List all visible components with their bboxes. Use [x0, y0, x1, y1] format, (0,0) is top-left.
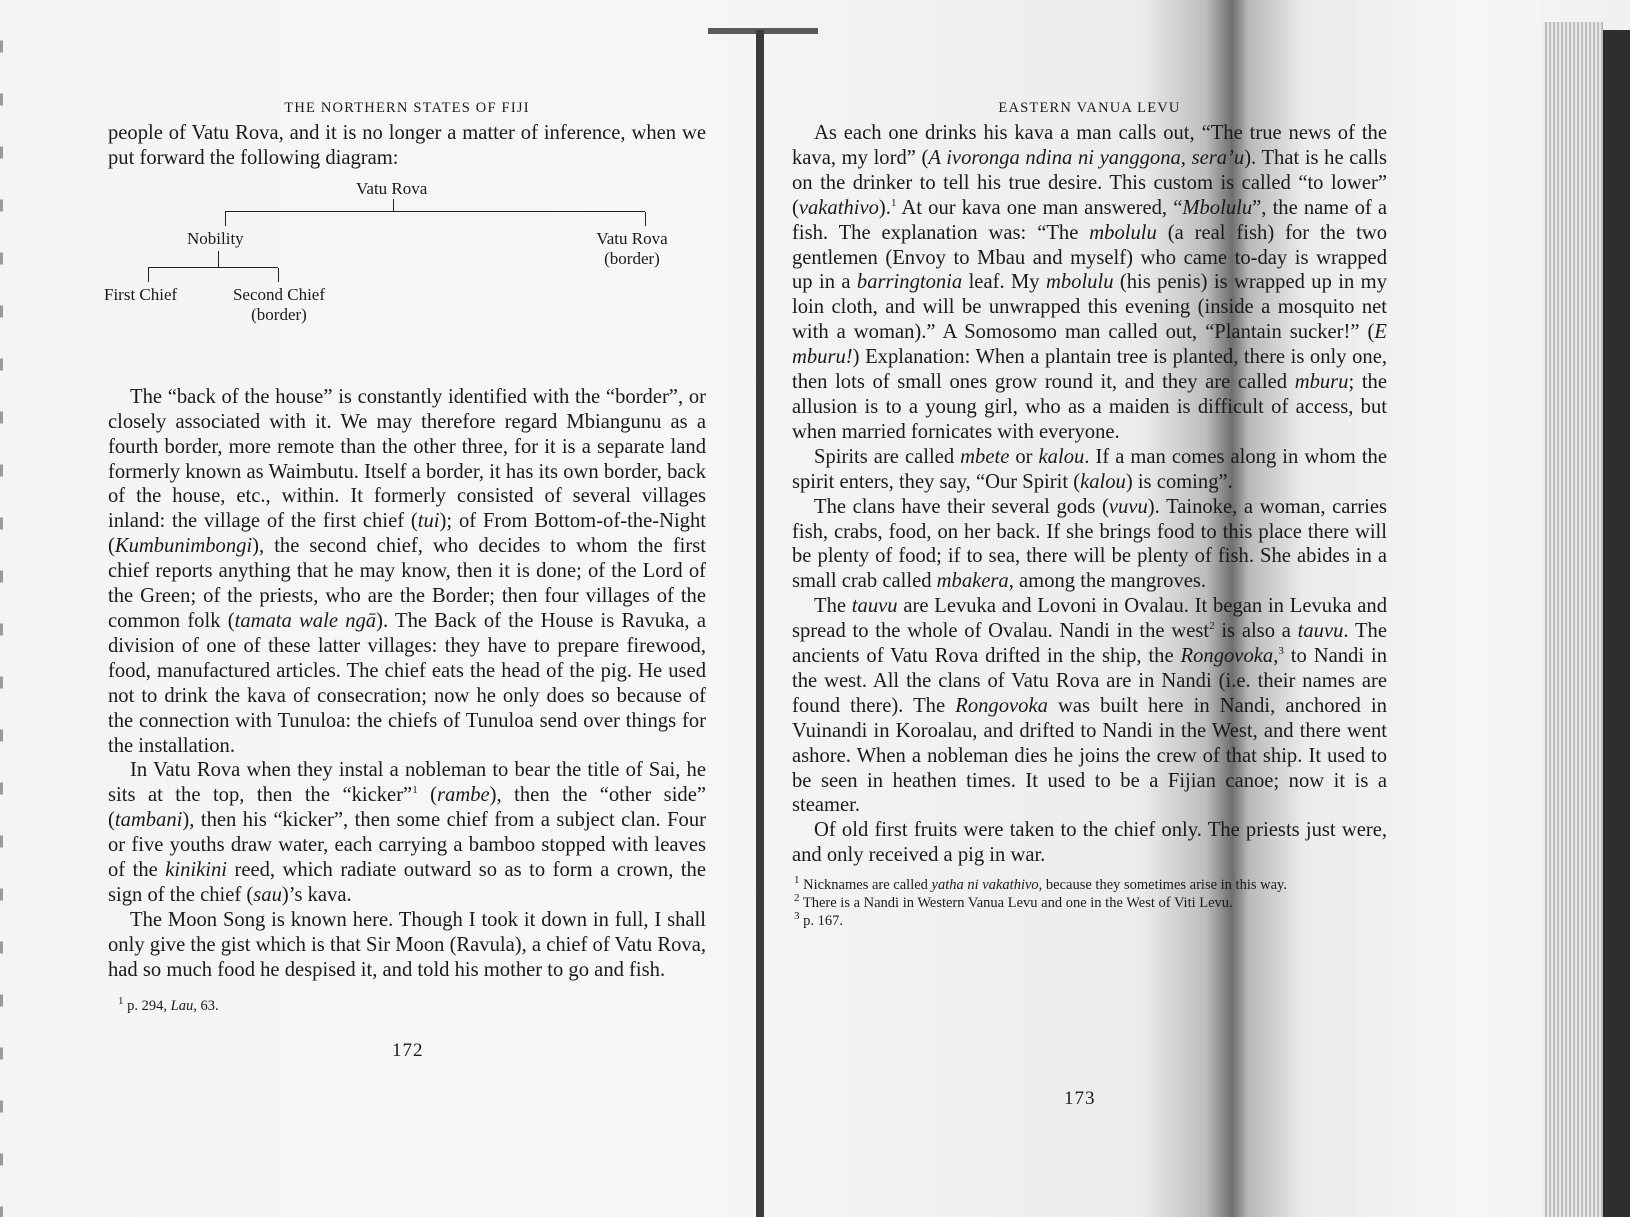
diagram-line — [393, 199, 394, 211]
page-block-edge — [1543, 22, 1603, 1217]
footnote-ref: 1 — [412, 784, 418, 797]
footnote-ref: 2 — [1209, 620, 1215, 633]
diagram-node-nobility: Nobility — [187, 228, 244, 248]
page-number: 172 — [392, 1040, 424, 1061]
diagram-line — [148, 267, 278, 268]
paragraph: In Vatu Rova when they instal a nobleman to bear the title of Sai, he sits at the top, then the “kicker”$^1$ (rambe), then the “other side” (tambani), then his “kicker”, then some chief from a subject clan. Four or five youths draw water, each carrying a bamboo stopped with leaves of the kinikini reed, which radiate outward so as to form a crown, the sign of the chief (sau)’s kava. — [108, 759, 706, 906]
diagram-line — [218, 251, 219, 267]
paragraph: Spirits are called mbete or kalou. If a man comes along in whom the spirit enters, they say, “Our Spirit (kalou) is coming”. — [792, 445, 1387, 493]
paragraph: The clans have their several gods (vuvu). Tainoke, a woman, carries fish, crabs, food, on her back. If she brings food to this place there will be plenty of food; if to sea, there will be plenty of fish. She abides in a small crab called mbakera, among the mangroves. — [792, 495, 1387, 593]
diagram-line — [645, 212, 646, 226]
right-page — [792, 100, 1387, 930]
paragraph: The Moon Song is known here. Though I took it down in full, I shall only give the gist which is that Sir Moon (Ravula), a chief of Vatu Rova, had so much food he despised it, and told his mother to go and fish. — [108, 908, 706, 981]
footnote-ref: 1 — [890, 196, 897, 209]
diagram-node-vatu-rova: Vatu Rova — [356, 178, 428, 198]
paragraph: The tauvu are Levuka and Lovoni in Ovalau. It began in Levuka and spread to the whole of Ovalau. Nandi in the west$^2$ is also a tauvu. The ancients of Vatu Rova drifted in the ship, the Rongovoka,$^3$ to Nandi in the west. All the clans of Vatu Rova are in Nandi (i.e. their names are found there). The Rongovoka was built here in Nandi, anchored in Vuinandi in Koroalau, and drifted to Nandi in the West, and there went ashore. When a nobleman dies he joins the crew of that ship. It used to be seen in heathen times. It used to be a Fijian canoe; now it is a steamer. — [792, 595, 1388, 817]
diagram-node-label: Vatu Rova — [596, 228, 668, 248]
paragraph: Of old first fruits were taken to the chief only. The priests just were, and only received a pig in war. — [792, 819, 1387, 867]
running-head: THE NORTHERN STATES OF FIJI — [284, 100, 530, 116]
diagram-node-sublabel: (border) — [604, 248, 660, 268]
book-gutter — [756, 30, 764, 1217]
footnote: $^3$ p. 167. — [794, 910, 843, 930]
diagram-node-vatu-rova-border — [596, 229, 668, 269]
left-page-text — [104, 121, 706, 983]
diagram-node-label: Second Chief — [232, 284, 326, 304]
footnote: $^1$ p. 294, Lau, 63. — [118, 994, 219, 1014]
footnote-ref: 3 — [1278, 645, 1284, 658]
paragraph: The “back of the house” is constantly identified with the “border”, or closely associated with it. We may therefore regard Mbiangunu as a fourth border, more remote than the other three, for it is a separate land formerly known as Waimbutu. Itself a border, it has its own border, back of the house, etc., within. It formerly consisted of several villages inland: the village of the first chief (tui); of From Bottom-of-the-Night (Kumbunimbongi), the second chief, who decides to whom the first chief reports anything that he may know, then it is done; of the Lord of the Green; of the priests, who are the Border; then four villages of the common folk (tamata wale ngā). The Back of the House is Ravuka, a division of one of these latter villages: they have to prepare firewood, food, manufactured articles. The chief eats the head of the pig. He used not to drink the kava of consecration; now he only does so because of the connection with Tunuloa: the chiefs of Tunuloa send over things for the installation. — [108, 385, 706, 757]
diagram-line — [225, 212, 226, 226]
diagram-node-first-chief: First Chief — [104, 284, 178, 304]
right-page-text — [792, 121, 1387, 868]
diagram-node-second-chief — [225, 285, 333, 325]
footnotes — [792, 876, 1387, 930]
footnote: $^2$ There is a Nandi in Western Vanua Levu and one in the West of Viti Levu. — [794, 892, 1233, 912]
intro-paragraph: people of Vatu Rova, and it is no longer a matter of inference, when we put forward the following diagram: — [108, 122, 706, 169]
diagram-line — [148, 268, 149, 282]
footnote: $^1$ Nicknames are called yatha ni vakathivo, because they sometimes arise in this way. — [794, 874, 1287, 894]
page-number: 173 — [1064, 1088, 1096, 1109]
left-page — [104, 100, 706, 1015]
paragraph: As each one drinks his kava a man calls out, “The true news of the kava, my lord” (A ivoronga ndina ni yanggona, sera’u). That is he calls on the drinker to tell his true desire. This custom is called “to lower” (vakathivo).$^1$ At our kava one man answered, “Mbolulu”, the name of a fish. The explanation was: “The mbolulu (a real fish) for the two gentlemen (Envoy to Mbau and myself) who came to-day is wrapped up in a barringtonia leaf. My mbolulu (his penis) is wrapped up in my loin cloth, and will be unwrapped this evening (inside a mosquito net with a woman).” A Somosomo man called out, “Plantain sucker!” (E mburu!) Explanation: When a plantain tree is planted, there is only one, then lots of small ones grow round it, and they are called mburu; the allusion is to a young girl, who as a maiden is difficult of access, but when married fornicates with everyone. — [792, 122, 1388, 443]
diagram-node-sublabel: (border) — [251, 304, 307, 324]
diagram-line — [278, 268, 279, 282]
running-head: EASTERN VANUA LEVU — [998, 100, 1181, 116]
book-cover-edge — [1603, 30, 1630, 1217]
diagram-line — [225, 211, 645, 212]
scan-edge-marks — [0, 0, 3, 1217]
kinship-diagram — [104, 178, 706, 375]
